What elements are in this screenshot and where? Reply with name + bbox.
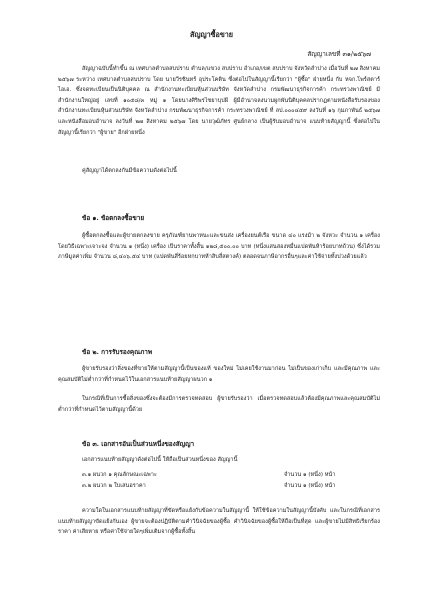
clause-1-heading: ข้อ ๑. ข้อตกลงซื้อขาย: [82, 214, 145, 222]
attachment-pages: จำนวน ๑ (หนึ่ง) หน้า: [284, 472, 336, 478]
attachment-label: ๓.๒ ผนวก ๒ ใบเสนอราคา: [82, 483, 146, 489]
attachment-label: ๓.๑ ผนวก ๑ คุณลักษณะเฉพาะ: [82, 472, 157, 478]
clause-1-text: ผู้ซื้อตกลงซื้อและผู้ขายตกลงขาย ครุภัณฑ์ยานพาหนะและขนส่ง เครื่องยนต์เรือ ขนาด ๔๐ แรงม้า ๒ จังหวะ จำนวน ๑ เครื่อง โดยวิธีเฉพาะเจาะจง จำนวน ๑ (หนึ่ง) เครื่อง เป็นราคาทั้งสิ้น ๑๒๘,๕๐๐.๐๐ บาท (หนึ่งแสนสองหมื่นแปดพันห้าร้อยบาทถ้วน) ซึ่งได้รวมภาษีมูลค่าเพิ่ม จำนวน ๘,๔๐๖.๕๔ บาท (แปดพันสี่ร้อยหกบาทห้าสิบสี่สตางค์) ตลอดจนภาษีอากรอื่นๆและค่าใช้จ่ายทั้งปวงด้วยแล้ว: [58, 233, 380, 261]
agreement-statement: คู่สัญญาได้ตกลงกันมีข้อความดังต่อไปนี้: [82, 168, 177, 174]
attachment-list: [58, 470, 380, 492]
clause-3-heading: ข้อ ๓. เอกสารอันเป็นส่วนหนึ่งของสัญญา: [82, 440, 195, 448]
intro-paragraph: สัญญาฉบับนี้ทำขึ้น ณ เทศบาลตำบลสบปราบ ตำบล/แขวง สบปราบ อำเภอ/เขต สบปราบ จังหวัดลำปาง เมื่อวันที่ ๒๗ สิงหาคม ๒๕๖๗ ระหว่าง เทศบาลตำบลสบปราบ โดย นายวีรชินทร์ อุประโคติน ซึ่งต่อไปในสัญญานี้เรียกว่า "ผู้ซื้อ" ฝ่ายหนึ่ง กับ หจก.โพร์สตาร์ ไอเอ. ซึ่งจดทะเบียนเป็นนิติบุคคล ณ สำนักงานทะเบียนหุ้นส่วนบริษัท จังหวัดลำปาง กรมพัฒนาธุรกิจการค้า กระทรวงพาณิชย์ มีสำนักงานใหญ่อยู่ เลขที่ ๑๐๕๘/๓ หมู่ ๑ โดยนางศิริพรไชยาบุปผี ผู้มีอำนาจลงนามผูกพันนิติบุคคลปรากฏตามหนังสือรับรองของ สำนักงานทะเบียนหุ้นส่วนบริษัท จังหวัดลำปาง กรมพัฒนาธุรกิจการค้า กระทรวงพาณิชย์ ที่ ลป.๐๐๐๔๕๙ ลงวันที่ ๑๖ กุมภาพันธ์ ๒๕๖๗ และหนังสือมอบอำนาจ ลงวันที่ ๒๗ สิงหาคม ๒๕๖๗ โดย นายวุฒิภัทร ศูนย์กลาง เป็นผู้รับมอบอำนาจ แนบท้ายสัญญานี้ ซึ่งต่อไปในสัญญานี้เรียกว่า "ผู้ขาย" อีกฝ่ายหนึ่ง: [58, 66, 380, 136]
clause-2-text-2: ในกรณีที่เป็นการซื้อสิ่งของซึ่งจะต้องมีการตรวจทดสอบ ผู้ขายรับรองว่า เมื่อตรวจทดสอบแล้วต้องมีคุณภาพและคุณสมบัติไม่ต่ำกว่าที่กำหนดไว้ตามสัญญานี้ด้วย: [58, 396, 380, 413]
clause-3-closing: ความใดในเอกสารแนบท้ายสัญญาที่ขัดหรือแย้งกับข้อความในสัญญานี้ ให้ใช้ข้อความในสัญญานี้บังคับ และในกรณีที่เอกสารแนบท้ายสัญญาขัดแย้งกันเอง ผู้ขายจะต้องปฏิบัติตามคำวินิจฉัยของผู้ซื้อ คำวินิจฉัยของผู้ซื้อให้ถือเป็นที่สุด และผู้ขายไม่มีสิทธิเรียกร้องราคา ค่าเสียหาย หรือค่าใช้จ่ายใดๆเพิ่มเติมจากผู้ซื้อทั้งสิ้น: [58, 508, 380, 536]
attachment-pages: จำนวน ๑ (หนึ่ง) หน้า: [284, 483, 336, 489]
clause-2-heading: ข้อ ๒. การรับรองคุณภาพ: [82, 348, 153, 356]
document-title: สัญญาซื้อขาย: [189, 30, 234, 39]
contract-number: สัญญาเลขที่ ๓๑/๒๕๖๗: [307, 50, 371, 58]
clause-2-text-1: ผู้ขายรับรองว่าสิ่งของที่ขายให้ตามสัญญานี้เป็นของแท้ ของใหม่ ไม่เคยใช้งานมาก่อน ไม่เป็นของเก่าเก็บ และมีคุณภาพ และคุณสมบัติไม่ต่ำกว่าที่กำหนดไว้ในเอกสารแนบท้ายสัญญาผนวก ๑: [58, 366, 380, 383]
attachment-item: [58, 481, 380, 492]
clause-3-text: เอกสารแนบท้ายสัญญาดังต่อไปนี้ ให้ถือเป็นส่วนหนึ่งของ สัญญานี้: [82, 457, 238, 463]
attachment-item: [58, 470, 380, 481]
